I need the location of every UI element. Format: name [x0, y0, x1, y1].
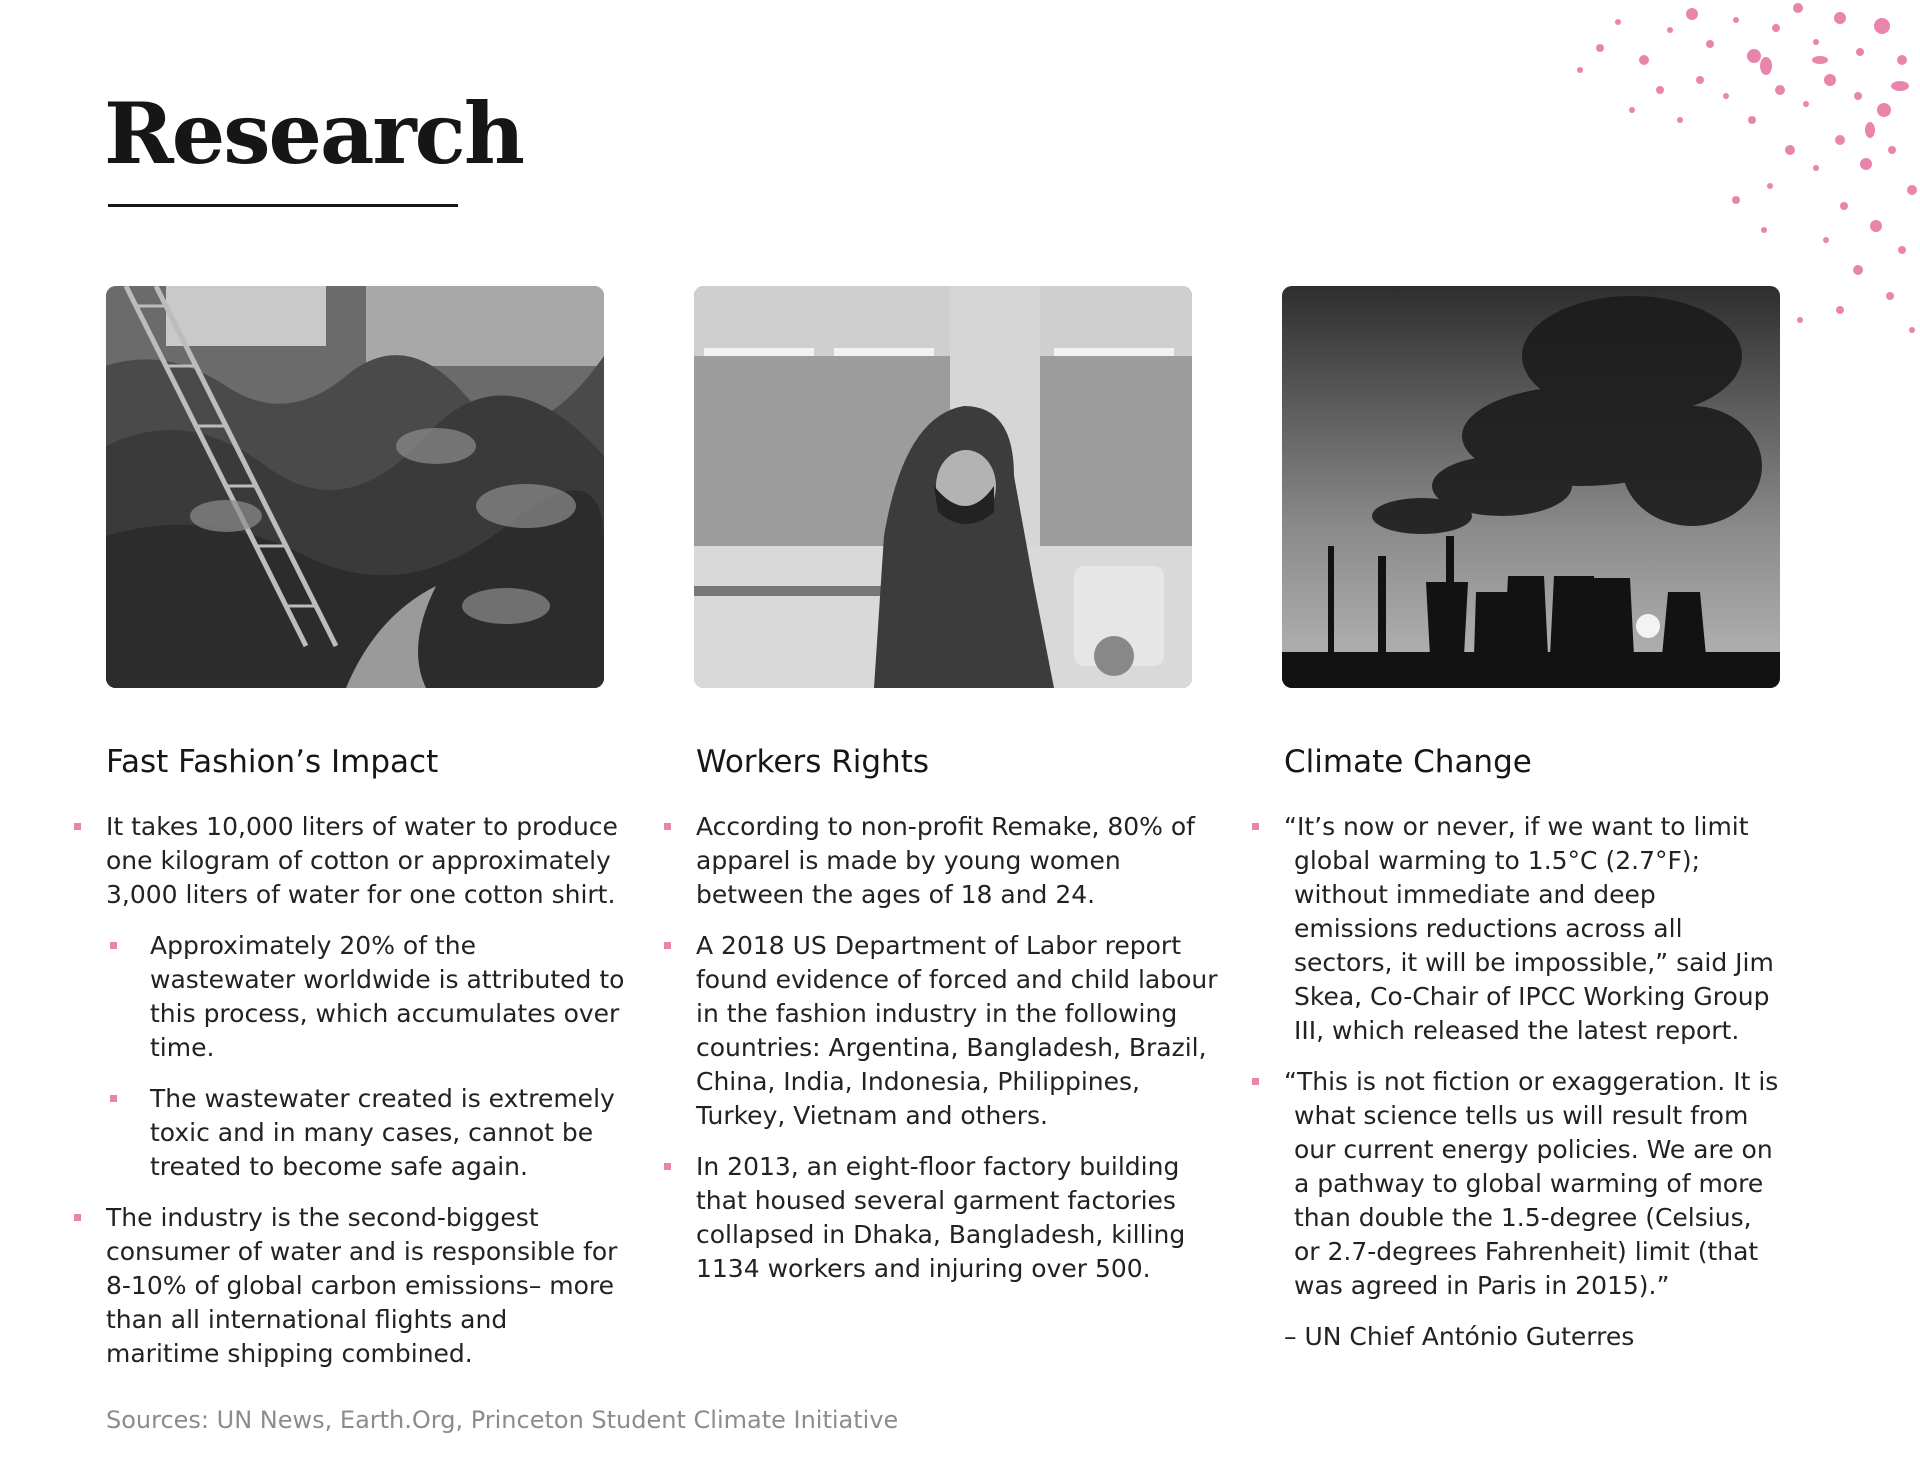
garment-worker-photo	[694, 286, 1192, 688]
list-item: The wastewater created is extremely toxic and in many cases, cannot be treated to become safe again.	[106, 1082, 626, 1184]
workers-rights-column	[696, 740, 1220, 1303]
workers-rights-heading: Workers Rights	[696, 744, 929, 780]
fast-fashion-heading: Fast Fashion’s Impact	[106, 744, 439, 780]
sources-footer: Sources: UN News, Earth.Org, Princeton Student Climate Initiative	[106, 1406, 899, 1434]
clothing-waste-photo	[106, 286, 604, 688]
climate-change-heading: Climate Change	[1284, 744, 1532, 780]
page-title: Research	[104, 84, 523, 183]
workers-rights-list	[696, 810, 1220, 1286]
title-underline	[108, 204, 458, 207]
fast-fashion-list	[106, 810, 626, 1371]
list-item: The industry is the second-biggest consumer of water and is responsible for 8-10% of global carbon emissions– more than all international flights and maritime shipping combined.	[106, 1201, 626, 1371]
pollution-smokestacks-photo	[1282, 286, 1780, 688]
list-item: “This is not fiction or exaggeration. It is what science tells us will result from our current energy policies. We are on a pathway to global warming of more than double the 1.5-degree (Celsius, or 2.7-degrees Fahrenheit) limit (that was agreed in Paris in 2015).”	[1294, 1065, 1784, 1303]
smokestacks-pollution-icon	[1282, 286, 1780, 688]
list-item: It takes 10,000 liters of water to produce one kilogram of cotton or approximately 3,000 liters of water for one cotton shirt.	[106, 810, 626, 912]
clothing-waste-pile-icon	[106, 286, 604, 688]
garment-worker-sewing-icon	[694, 286, 1192, 688]
fast-fashion-column	[106, 740, 626, 1388]
list-item: In 2013, an eight-floor factory building that housed several garment factories collapsed in Dhaka, Bangladesh, killing 1134 workers and injuring over 500.	[696, 1150, 1220, 1286]
climate-change-list	[1284, 810, 1784, 1303]
climate-change-column	[1284, 740, 1784, 1354]
quote-attribution: – UN Chief António Guterres	[1284, 1322, 1635, 1351]
list-item: A 2018 US Department of Labor report found evidence of forced and child labour in the fashion industry in the following countries: Argentina, Bangladesh, Brazil, China, India, Indonesia, Philippines, Turkey, Vietnam and others.	[696, 929, 1220, 1133]
list-item: “It’s now or never, if we want to limit global warming to 1.5°C (2.7°F); without immediate and deep emissions reductions across all sectors, it will be impossible,” said Jim Skea, Co-Chair of IPCC Working Group III, which released the latest report.	[1294, 810, 1784, 1048]
list-item: According to non-profit Remake, 80% of apparel is made by young women between the ages of 18 and 24.	[696, 810, 1220, 912]
list-item: Approximately 20% of the wastewater worldwide is attributed to this process, which accumulates over time.	[106, 929, 626, 1065]
